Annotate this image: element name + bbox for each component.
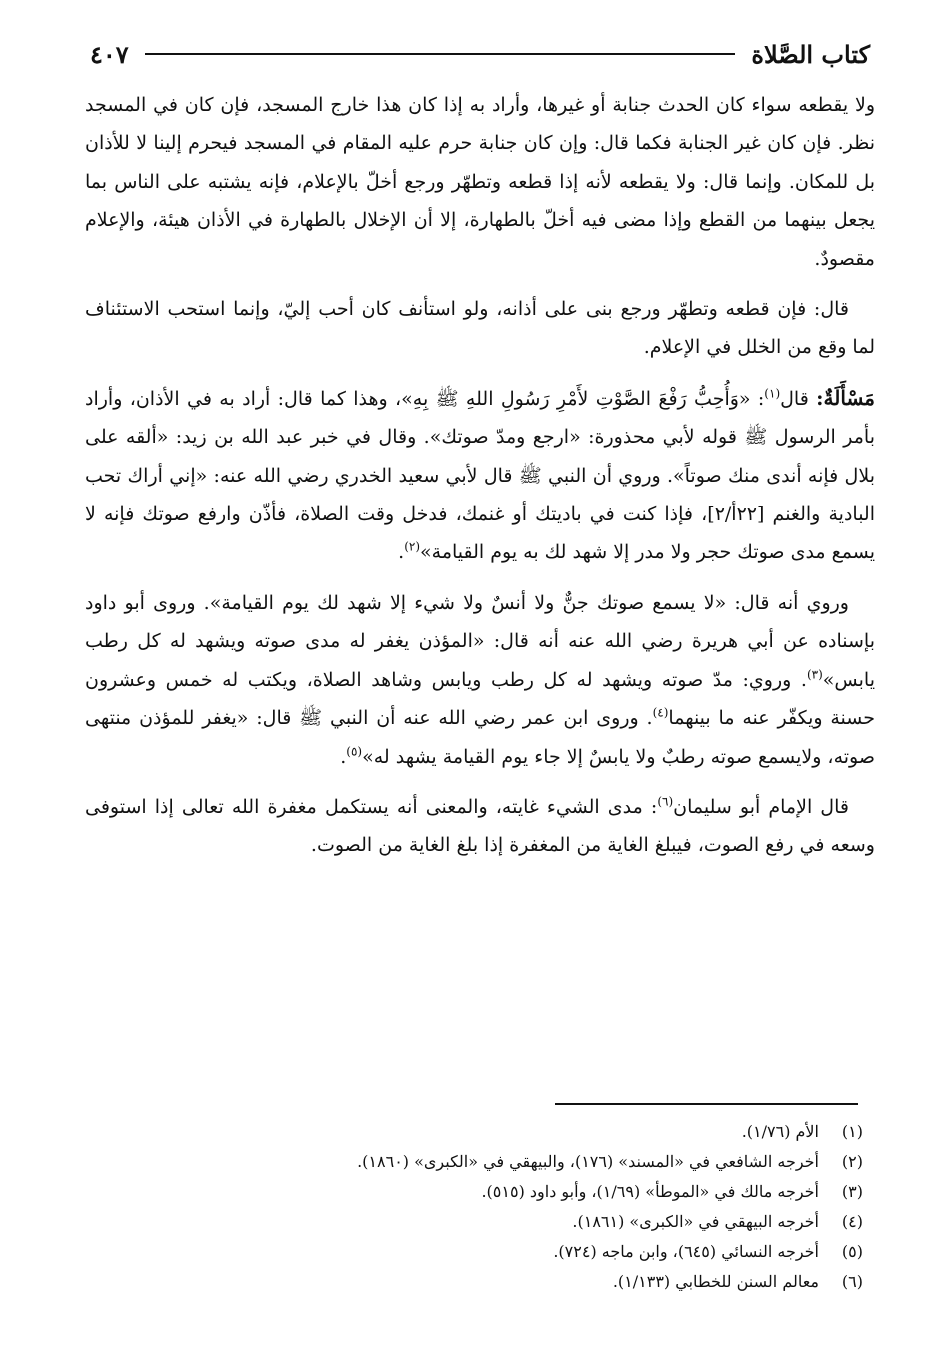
header-rule [145, 53, 736, 55]
footnote-item [85, 1177, 863, 1207]
main-text [85, 86, 875, 865]
paragraph-text: . وروى ابن عمر رضي الله عنه أن النبي ﷺ قال: «يغفر للمؤذن منتهى صوته، ولايسمع صوته رطبٌ ولا يابسٌ إلا جاء يوم القيامة يشهد له» [85, 707, 875, 768]
paragraph-text: قال الإمام أبو سليمان [673, 795, 849, 818]
footnote-text: أخرجه البيهقي في «الكبرى» (١٨٦١). [572, 1212, 819, 1231]
chapter-title: كتاب الصَّلاة [751, 39, 870, 69]
paragraph-2: قال: فإن قطعه وتطهّر ورجع بنى على أذانه، ولو استأنف كان أحب إليّ، وإنما استحب الاستئناف لما وقع من الخلل في الإعلام. [85, 298, 875, 359]
footnote-text: معالم السنن للخطابي (١/١٣٣). [612, 1272, 819, 1291]
footnote-ref: (٤) [652, 705, 669, 720]
footnote-item [85, 1117, 863, 1147]
footnote-number: (٥) [841, 1242, 863, 1261]
footnote-number: (٤) [841, 1212, 863, 1231]
running-header [90, 34, 870, 74]
footnote-number: (٣) [841, 1182, 863, 1201]
footnote-item [85, 1267, 863, 1297]
paragraph-5 [85, 788, 875, 865]
paragraph-text: . [340, 745, 347, 768]
paragraph-text: وروي أنه قال: «لا يسمع صوتك جنٌّ ولا أنسٌ ولا شيء إلا شهد لك يوم القيامة». وروى أبو داود بإسناده عن أبي هريرة رضي الله عنه أنه قال: «المؤذن يغفر له مدى صوته ويشهد له كل رطب يابس» [85, 591, 875, 691]
paragraph-text: قال [780, 387, 817, 410]
footnote-ref: (٦) [657, 794, 674, 809]
paragraph-text: . [398, 541, 405, 564]
paragraph-text: : «وَأُحِبُّ رَفْعَ الصَّوْتِ لأَمْرِ رَسُولِ اللهِ ﷺ بِهِ»، وهذا كما قال: أراد به في الأذان، وأراد بأمر الرسول ﷺ قوله لأبي محذورة: «ارجع ومدّ صوتك». وقال في خبر عبد الله بن زيد: «ألقه على بلال فإنه أندى منك صوتاً». وروي أن النبي ﷺ قال لأبي سعيد الخدري رضي الله عنه: «إني أراك تحب البادية والغنم [٢٢أ/٢]، فإذا كنت في باديتك أو غنمك، فدخل وقت الصلاة، فأذّن وارفع صوتك فإنه لا يسمع مدى صوتك حجر ولا مدر إلا شهد لك به يوم القيامة» [85, 387, 875, 564]
paragraph-text: : مدى الشيء غايته، والمعنى أنه يستكمل مغفرة الله تعالى إذا استوفى وسعه في رفع الصوت، فيبلغ الغاية من المغفرة إذا بلغ الغاية من الصوت. [85, 795, 875, 857]
paragraph-4 [85, 584, 875, 776]
masalah-heading: مَسْأَلَةٌ: [816, 385, 876, 410]
footnote-number: (١) [841, 1122, 863, 1141]
footnote-ref: (٣) [806, 667, 823, 682]
footnote-number: (٢) [841, 1152, 863, 1171]
footnote-text: الأم (١/٧٦). [741, 1122, 819, 1141]
footnote-number: (٦) [841, 1272, 863, 1291]
page-number: ٤٠٧ [90, 39, 129, 69]
paragraph-1: ولا يقطعه سواء كان الحدث جنابة أو غيرها، وأراد به إذا كان هذا خارج المسجد، فإن كان في المسجد نظر. فإن كان غير الجنابة فكما قال: وإن كان جنابة حرم عليه المقام في المسجد فيحرم إلينا لا للأذان بل للمكان. وإنما قال: ولا يقطعه لأنه إذا قطعه وتطهّر ورجع أخلّ بالإعلام، فإنه يشتبه على الناس بما يجعل بينهما من القطع وإذا مضى فيه أخلّ بالطهارة، إلا أن الإخلال بالطهارة في الأذان هيئة، والإعلام مقصودٌ. [85, 94, 875, 270]
footnote-separator [555, 1103, 858, 1105]
footnote-text: أخرجه مالك في «الموطأ» (١/٦٩)، وأبو داود (٥١٥). [481, 1182, 819, 1201]
footnotes-list [85, 1117, 863, 1297]
paragraph-text: . وروي: مدّ صوته ويشهد له كل رطب ويابس وشاهد الصلاة، ويكتب له خمس وعشرون حسنة ويكفّر عنه ما بينهما [85, 668, 875, 730]
footnote-ref: (٥) [346, 744, 363, 759]
footnote-item [85, 1237, 863, 1267]
footnote-item [85, 1207, 863, 1237]
footnote-ref: (٢) [404, 540, 421, 555]
footnote-text: أخرجه النسائي (٦٤٥)، وابن ماجه (٧٢٤). [553, 1242, 819, 1261]
paragraph-3 [85, 379, 875, 572]
footnote-text: أخرجه الشافعي في «المسند» (١٧٦)، والبيهقي في «الكبرى» (١٨٦٠). [357, 1152, 819, 1171]
footnote-ref: (١) [764, 386, 781, 401]
footnote-item [85, 1147, 863, 1177]
